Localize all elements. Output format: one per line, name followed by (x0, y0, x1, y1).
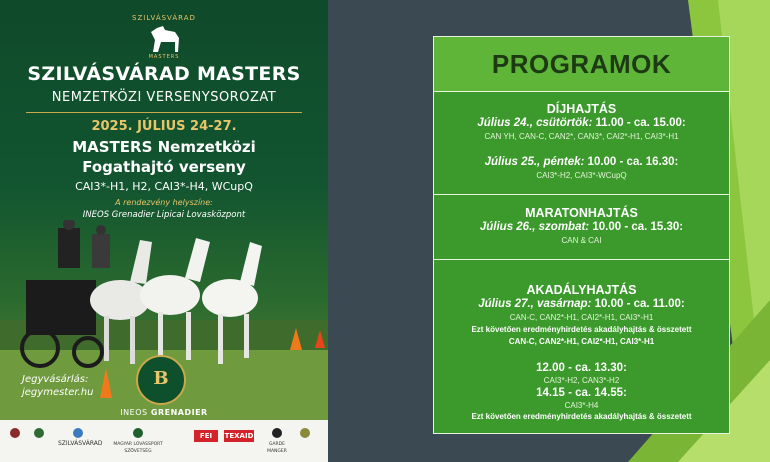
schedule-line: Július 27., vasárnap: 10.00 - ca. 11.00: (478, 298, 685, 310)
poster-title: SZILVÁSVÁRAD MASTERS (27, 63, 301, 85)
schedule-note: Ezt követően eredményhirdetés akadályhajtás & összetett (471, 412, 692, 421)
schedule-note-classes: CAN-C, CAN2*-H1, CAI2*-H1, CAI3*-H1 (508, 337, 655, 346)
brand-top-text: SZILVÁSVÁRAD (132, 14, 196, 22)
ticket-url: jegymester.hu (22, 387, 94, 398)
sponsor-logo-szilvasvarad: SZILVÁSVÁRAD (58, 428, 98, 447)
schedule-line: Július 26., szombat: 10.00 - ca. 15.30: (479, 221, 684, 233)
event-name-line2: Fogathajtó verseny (82, 158, 246, 176)
crest-logo-icon-3 (300, 428, 310, 440)
schedule-line: 12.00 - ca. 13.30: (536, 362, 627, 374)
section-divider (434, 194, 729, 195)
sponsor-logo-federation: MAGYAR LOVASSPORT SZÖVETSÉG (110, 428, 166, 454)
section-heading-akadalyhajtas: AKADÁLYHAJTÁS (526, 283, 637, 297)
gold-divider (26, 112, 302, 113)
sponsor-name: GRENADIER (150, 408, 208, 417)
sponsor-logo-strip (0, 420, 328, 462)
sponsor-logo-fei: FEI (194, 430, 218, 442)
horse-logo-icon (145, 22, 185, 58)
section-divider (434, 259, 729, 260)
ticket-label: Jegyvásárlás: (22, 374, 89, 385)
section-heading-maratonhajtas: MARATONHAJTÁS (525, 206, 638, 220)
event-poster (0, 0, 328, 462)
section-heading-dijhajtas: DÍJHAJTÁS (546, 102, 617, 116)
schedule-classes: CAN & CAI (561, 236, 602, 245)
event-classes: CAI3*-H1, H2, CAI3*-H4, WCupQ (75, 180, 253, 193)
crest-logo-icon-2 (34, 428, 44, 440)
brand-masters-text: MASTERS (148, 54, 180, 60)
schedule-line: Július 25., péntek: 10.00 - ca. 16.30: (484, 156, 679, 168)
sponsor-logo-garde: GARDE MANGER (260, 428, 294, 454)
program-header (434, 37, 729, 91)
lipica-seal-logo: B (136, 355, 186, 405)
schedule-line: 14.15 - ca. 14.55: (536, 387, 627, 399)
schedule-classes: CAI3*-H4 (564, 401, 599, 410)
schedule-line: Július 24., csütörtök: 11.00 - ca. 15.00: (477, 117, 686, 129)
schedule-classes: CAN-C, CAN2*-H1, CAI2*-H1, CAI3*-H1 (509, 313, 654, 322)
schedule-classes: CAI3*-H2, CAI3*-WCupQ (536, 171, 627, 180)
venue-label: A rendezvény helyszíne: (115, 198, 213, 207)
schedule-note: Ezt követően eredményhirdetés akadályhajtás & összetett (471, 325, 692, 334)
event-date: 2025. JÚLIUS 24-27. (91, 119, 237, 134)
program-title: PROGRAMOK (491, 49, 672, 79)
sponsor-line (0, 408, 328, 417)
schedule-classes: CAI3*-H2, CAN3*-H2 (543, 376, 620, 385)
venue-name: INEOS Grenadier Lipicai Lovasközpont (82, 210, 246, 220)
poster-subtitle: NEMZETKÖZI VERSENYSOROZAT (51, 90, 277, 105)
section-divider (434, 91, 729, 92)
sponsor-prefix: INEOS (120, 408, 148, 417)
crest-logo-icon (10, 428, 20, 440)
sponsor-logo-texaid: TEXAID (224, 432, 254, 440)
program-panel (433, 36, 730, 434)
schedule-classes: CAN YH, CAN-C, CAN2*, CAN3*, CAI2*-H1, CAI3*-H1 (484, 132, 679, 141)
event-name-line1: MASTERS Nemzetközi (72, 138, 256, 156)
